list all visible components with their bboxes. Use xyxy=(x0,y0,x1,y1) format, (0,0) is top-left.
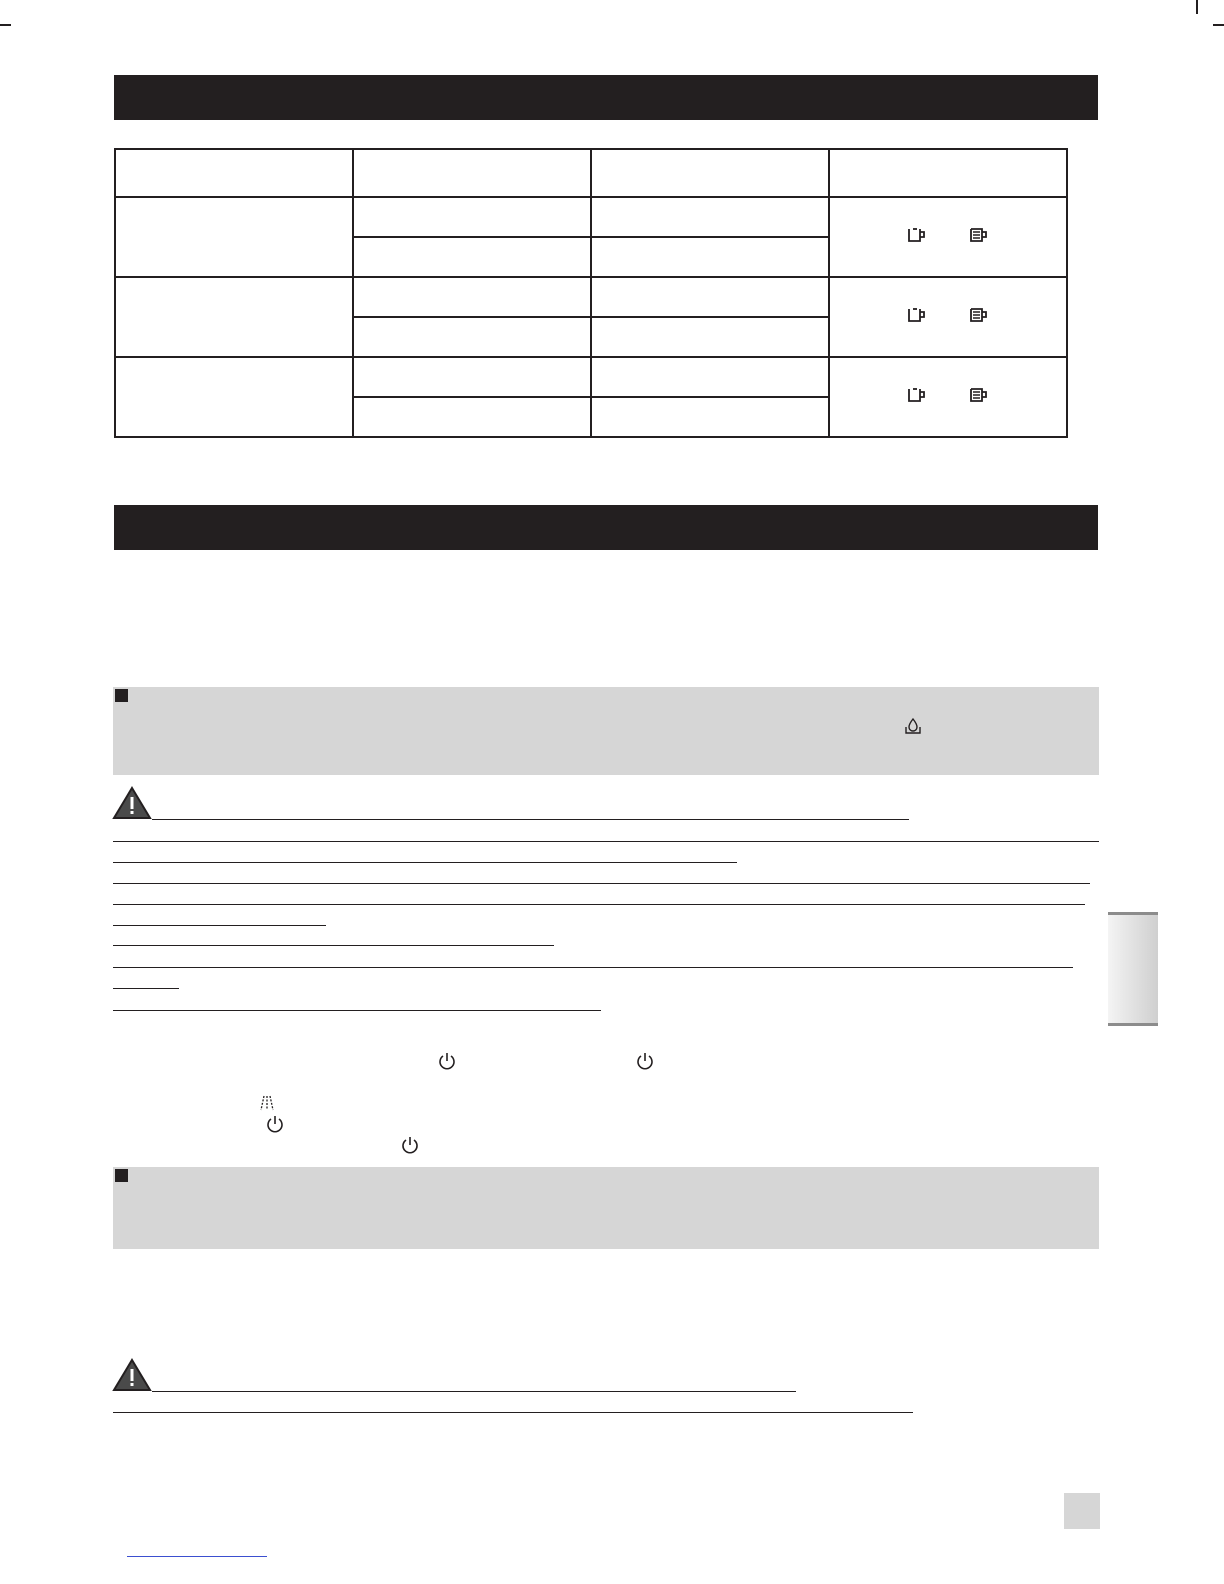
warning-text-line xyxy=(113,841,1099,842)
warning-text-line xyxy=(113,862,737,863)
table-cell xyxy=(353,357,591,397)
cup-small-icon xyxy=(906,306,928,324)
steam-icon xyxy=(259,1094,275,1112)
warning-text-line xyxy=(113,883,1090,884)
cup-small-icon xyxy=(906,226,928,244)
water-drop-icon xyxy=(904,717,922,735)
cup-icons-cell xyxy=(829,357,1067,437)
section-header-bar xyxy=(114,505,1098,550)
warning-text-line xyxy=(152,1391,796,1392)
warning-text-line xyxy=(113,1010,601,1011)
crop-mark-right-vertical xyxy=(1196,0,1198,14)
table-header-cell xyxy=(829,149,1067,197)
table-cell xyxy=(353,277,591,317)
crop-mark-right xyxy=(1213,24,1224,26)
row-group-label xyxy=(115,357,353,437)
note-box xyxy=(113,1167,1099,1249)
table-cell xyxy=(591,277,829,317)
cup-large-icon xyxy=(968,226,990,244)
warning-triangle-icon xyxy=(112,786,152,820)
row-group-label xyxy=(115,277,353,357)
power-icon xyxy=(265,1114,285,1134)
crop-mark-left xyxy=(0,24,11,26)
warning-text-line xyxy=(113,1412,913,1413)
section-header-bar xyxy=(114,75,1098,120)
spec-table xyxy=(114,148,1068,438)
table-cell xyxy=(591,397,829,437)
warning-text-line xyxy=(113,988,179,989)
table-cell xyxy=(591,237,829,277)
table-row xyxy=(115,357,1067,397)
cup-large-icon xyxy=(968,386,990,404)
table-header-row xyxy=(115,149,1067,197)
power-icon xyxy=(437,1051,457,1071)
warning-text-line xyxy=(113,904,1085,905)
warning-text-line xyxy=(152,819,909,820)
table-cell xyxy=(353,197,591,237)
cup-small-icon xyxy=(906,386,928,404)
cup-large-icon xyxy=(968,306,990,324)
warning-text-line xyxy=(113,925,326,926)
table-cell xyxy=(591,197,829,237)
warning-triangle-icon xyxy=(112,1358,152,1392)
footer-link[interactable] xyxy=(127,1556,267,1557)
page-number-box xyxy=(1064,1493,1100,1529)
table-header-cell xyxy=(353,149,591,197)
note-box xyxy=(113,687,1099,775)
table-cell xyxy=(353,397,591,437)
power-icon xyxy=(635,1051,655,1071)
square-bullet-icon xyxy=(115,1169,128,1182)
square-bullet-icon xyxy=(115,689,128,702)
cup-icons-cell xyxy=(829,197,1067,277)
warning-text-line xyxy=(113,967,1073,968)
table-header-cell xyxy=(591,149,829,197)
table-row xyxy=(115,197,1067,237)
row-group-label xyxy=(115,197,353,277)
table-cell xyxy=(591,317,829,357)
table-row xyxy=(115,277,1067,317)
language-side-tab xyxy=(1108,912,1158,1026)
table-cell xyxy=(353,237,591,277)
table-cell xyxy=(591,357,829,397)
cup-icons-cell xyxy=(829,277,1067,357)
table-header-cell xyxy=(115,149,353,197)
power-icon xyxy=(400,1135,420,1155)
table-cell xyxy=(353,317,591,357)
warning-text-line xyxy=(113,945,554,946)
